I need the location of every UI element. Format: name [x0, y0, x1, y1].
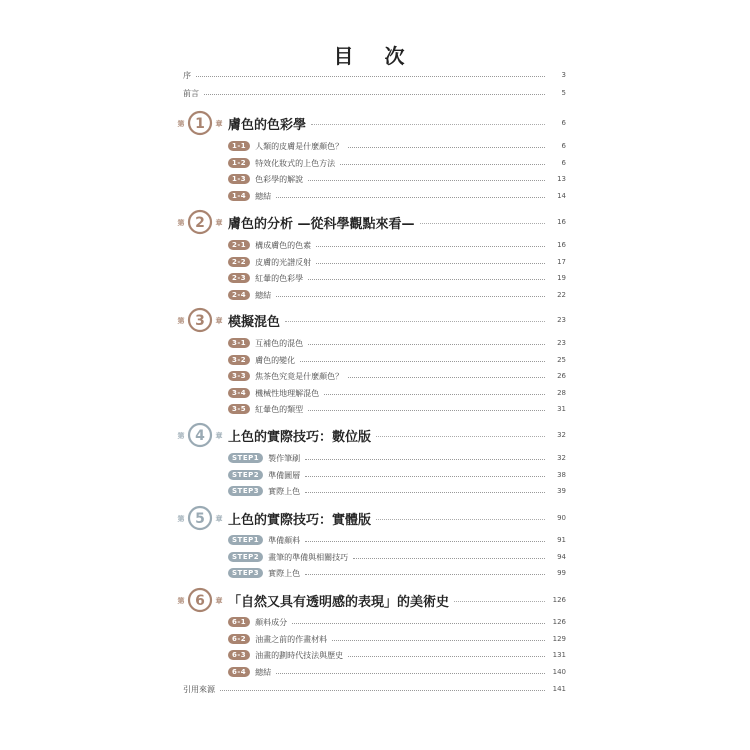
toc-section-entry[interactable]	[228, 450, 566, 466]
dot-leader	[220, 690, 545, 691]
section-number-badge: 2-4	[228, 290, 250, 300]
page-number: 16	[557, 218, 566, 226]
dot-leader	[311, 124, 545, 125]
toc-section-entry[interactable]	[228, 614, 566, 630]
entry-title: 總結	[255, 191, 272, 201]
page-number: 31	[557, 405, 566, 413]
toc-section-entry[interactable]	[228, 171, 566, 187]
toc-section-entry[interactable]	[228, 401, 566, 417]
toc-chapter-5[interactable]	[228, 508, 566, 528]
entry-title: 紅暈的色彩學	[255, 273, 304, 283]
page-number: 32	[557, 454, 566, 462]
chapter-ring-icon	[176, 305, 224, 335]
page-number: 26	[557, 372, 566, 380]
toc-section-entry[interactable]	[228, 467, 566, 483]
dot-leader	[305, 541, 545, 542]
chapter-number: 5	[195, 511, 205, 527]
chapter-prefix-label: 第	[177, 515, 185, 523]
entry-title: 人類的皮膚是什麼顏色？	[255, 141, 344, 151]
dot-leader	[348, 377, 545, 378]
section-number-badge: 1-2	[228, 158, 250, 168]
section-number-badge: 1-1	[228, 141, 250, 151]
dot-leader	[376, 519, 545, 520]
section-number-badge: 3-4	[228, 388, 250, 398]
section-number-badge: 6-3	[228, 650, 250, 660]
entry-title: 總結	[255, 290, 272, 300]
entry-title: 膚色的變化	[255, 355, 296, 365]
toc-chapter-4[interactable]	[228, 425, 566, 445]
page-number: 6	[561, 142, 566, 150]
chapter-suffix-label: 章	[215, 317, 223, 325]
toc-chapter-2[interactable]	[228, 212, 566, 232]
toc-chapter-1[interactable]	[228, 113, 566, 133]
chapter-suffix-label: 章	[215, 597, 223, 605]
dot-leader	[353, 558, 545, 559]
dot-leader	[305, 492, 545, 493]
toc-section-entry[interactable]	[228, 483, 566, 499]
chapter-number: 3	[195, 313, 205, 329]
toc-section-entry[interactable]	[228, 565, 566, 581]
chapter-suffix-label: 章	[215, 515, 223, 523]
entry-title: 準備顏料	[268, 535, 301, 545]
dot-leader	[276, 673, 545, 674]
page-number: 90	[557, 514, 566, 522]
page-number: 94	[557, 553, 566, 561]
page-number: 141	[552, 685, 566, 693]
section-number-badge: STEP2	[228, 470, 263, 480]
page-title: 目 次	[333, 44, 417, 68]
section-number-badge: STEP2	[228, 552, 263, 562]
section-number-badge: 6-1	[228, 617, 250, 627]
section-number-badge: 6-4	[228, 667, 250, 677]
dot-leader	[308, 410, 545, 411]
page-number: 6	[561, 119, 566, 127]
toc-section-entry[interactable]	[228, 138, 566, 154]
page-number: 25	[557, 356, 566, 364]
chapter-title: 「自然又具有透明感的表現」的美術史	[228, 594, 450, 610]
entry-title: 焦茶色究竟是什麼顏色？	[255, 371, 344, 381]
chapter-prefix-label: 第	[177, 120, 185, 128]
toc-section-entry[interactable]	[228, 335, 566, 351]
chapter-number-icon	[176, 108, 224, 138]
chapter-title: 模擬混色	[228, 314, 281, 330]
dot-leader	[196, 76, 545, 77]
dot-leader	[276, 197, 545, 198]
dot-leader	[340, 164, 545, 165]
toc-chapter-3[interactable]	[228, 310, 566, 330]
entry-title: 紅暈色的類型	[255, 404, 304, 414]
chapter-number-icon	[176, 503, 224, 533]
page-number: 129	[552, 635, 566, 643]
chapter-ring-icon	[176, 207, 224, 237]
chapter-number: 2	[195, 215, 205, 231]
chapter-number: 6	[195, 593, 205, 609]
chapter-prefix-label: 第	[177, 219, 185, 227]
page-number: 22	[557, 291, 566, 299]
toc-entry-back[interactable]	[183, 681, 566, 697]
page-number: 5	[561, 89, 566, 97]
page-number: 39	[557, 487, 566, 495]
entry-title: 特效化妝式的上色方法	[255, 158, 336, 168]
toc-section-entry[interactable]	[228, 368, 566, 384]
chapter-prefix-label: 第	[177, 317, 185, 325]
entry-title: 皮膚的光譜反射	[255, 257, 312, 267]
page-number: 99	[557, 569, 566, 577]
dot-leader	[308, 344, 545, 345]
dot-leader	[376, 436, 545, 437]
entry-title: 序	[183, 70, 191, 80]
dot-leader	[316, 246, 545, 247]
page-number: 13	[557, 175, 566, 183]
section-number-badge: 2-1	[228, 240, 250, 250]
dot-leader	[332, 640, 545, 641]
page-number: 23	[557, 339, 566, 347]
page-number: 131	[552, 651, 566, 659]
dot-leader	[348, 147, 545, 148]
page-number: 126	[552, 596, 566, 604]
chapter-title: 膚色的色彩學	[228, 117, 307, 133]
section-number-badge: 2-2	[228, 257, 250, 267]
page-number: 14	[557, 192, 566, 200]
section-number-badge: 3-3	[228, 371, 250, 381]
chapter-suffix-label: 章	[215, 432, 223, 440]
toc-section-entry[interactable]	[228, 647, 566, 663]
section-number-badge: 1-3	[228, 174, 250, 184]
toc-section-entry[interactable]	[228, 188, 566, 204]
entry-title: 準備圖層	[268, 470, 301, 480]
chapter-prefix-label: 第	[177, 432, 185, 440]
page-number: 38	[557, 471, 566, 479]
dot-leader	[420, 223, 545, 224]
toc-section-entry[interactable]	[228, 385, 566, 401]
section-number-badge: 1-4	[228, 191, 250, 201]
dot-leader	[305, 574, 545, 575]
dot-leader	[305, 476, 545, 477]
chapter-number-icon	[176, 420, 224, 450]
section-number-badge: STEP3	[228, 486, 263, 496]
dot-leader	[292, 623, 545, 624]
entry-title: 油畫的劃時代技法與歷史	[255, 650, 344, 660]
toc-chapter-6[interactable]	[228, 590, 566, 610]
toc-entry-front[interactable]	[183, 67, 566, 83]
dot-leader	[204, 94, 545, 95]
chapter-number-icon	[176, 207, 224, 237]
toc-section-entry[interactable]	[228, 549, 566, 565]
entry-title: 實際上色	[268, 568, 301, 578]
toc-section-entry[interactable]	[228, 532, 566, 548]
page-number: 126	[552, 618, 566, 626]
entry-title: 顏料成分	[255, 617, 288, 627]
dot-leader	[308, 180, 545, 181]
section-number-badge: 6-2	[228, 634, 250, 644]
toc-section-entry[interactable]	[228, 664, 566, 680]
page-number: 32	[557, 431, 566, 439]
page-number: 3	[561, 71, 566, 79]
dot-leader	[285, 321, 545, 322]
section-number-badge: 2-3	[228, 273, 250, 283]
chapter-ring-icon	[176, 585, 224, 615]
section-number-badge: 3-5	[228, 404, 250, 414]
chapter-number: 4	[195, 428, 205, 444]
entry-title: 引用來源	[183, 684, 215, 694]
chapter-ring-icon	[176, 503, 224, 533]
dot-leader	[348, 656, 545, 657]
chapter-ring-icon	[176, 420, 224, 450]
page-number: 28	[557, 389, 566, 397]
chapter-number: 1	[195, 116, 205, 132]
page-number: 17	[557, 258, 566, 266]
chapter-title: 膚色的分析 —從科學觀點來看—	[228, 216, 415, 232]
chapter-title: 上色的實際技巧：數位版	[228, 429, 372, 445]
dot-leader	[305, 459, 545, 460]
chapter-title: 上色的實際技巧：實體版	[228, 512, 372, 528]
toc-section-entry[interactable]	[228, 270, 566, 286]
toc-section-entry[interactable]	[228, 631, 566, 647]
page-number: 6	[561, 159, 566, 167]
toc-section-entry[interactable]	[228, 155, 566, 171]
page-number: 23	[557, 316, 566, 324]
entry-title: 總結	[255, 667, 272, 677]
toc-section-entry[interactable]	[228, 237, 566, 253]
dot-leader	[276, 296, 545, 297]
chapter-suffix-label: 章	[215, 219, 223, 227]
chapter-number-icon	[176, 305, 224, 335]
page-number: 91	[557, 536, 566, 544]
entry-title: 色彩學的解說	[255, 174, 304, 184]
dot-leader	[308, 279, 545, 280]
entry-title: 實際上色	[268, 486, 301, 496]
entry-title: 製作筆刷	[268, 453, 301, 463]
entry-title: 前言	[183, 88, 199, 98]
entry-title: 油畫之前的作畫材料	[255, 634, 328, 644]
section-number-badge: STEP1	[228, 535, 263, 545]
dot-leader	[454, 601, 545, 602]
chapter-ring-icon	[176, 108, 224, 138]
page-number: 19	[557, 274, 566, 282]
toc-entry-front[interactable]	[183, 85, 566, 101]
chapter-number-icon	[176, 585, 224, 615]
entry-title: 構成膚色的色素	[255, 240, 312, 250]
section-number-badge: 3-2	[228, 355, 250, 365]
dot-leader	[324, 394, 545, 395]
page-number: 140	[552, 668, 566, 676]
dot-leader	[300, 361, 545, 362]
section-number-badge: 3-1	[228, 338, 250, 348]
toc-section-entry[interactable]	[228, 254, 566, 270]
section-number-badge: STEP1	[228, 453, 263, 463]
chapter-prefix-label: 第	[177, 597, 185, 605]
chapter-suffix-label: 章	[215, 120, 223, 128]
entry-title: 機械性地理解混色	[255, 388, 320, 398]
toc-section-entry[interactable]	[228, 352, 566, 368]
entry-title: 畫筆的準備與相關技巧	[268, 552, 349, 562]
page-number: 16	[557, 241, 566, 249]
dot-leader	[316, 263, 545, 264]
section-number-badge: STEP3	[228, 568, 263, 578]
entry-title: 互補色的混色	[255, 338, 304, 348]
toc-section-entry[interactable]	[228, 287, 566, 303]
